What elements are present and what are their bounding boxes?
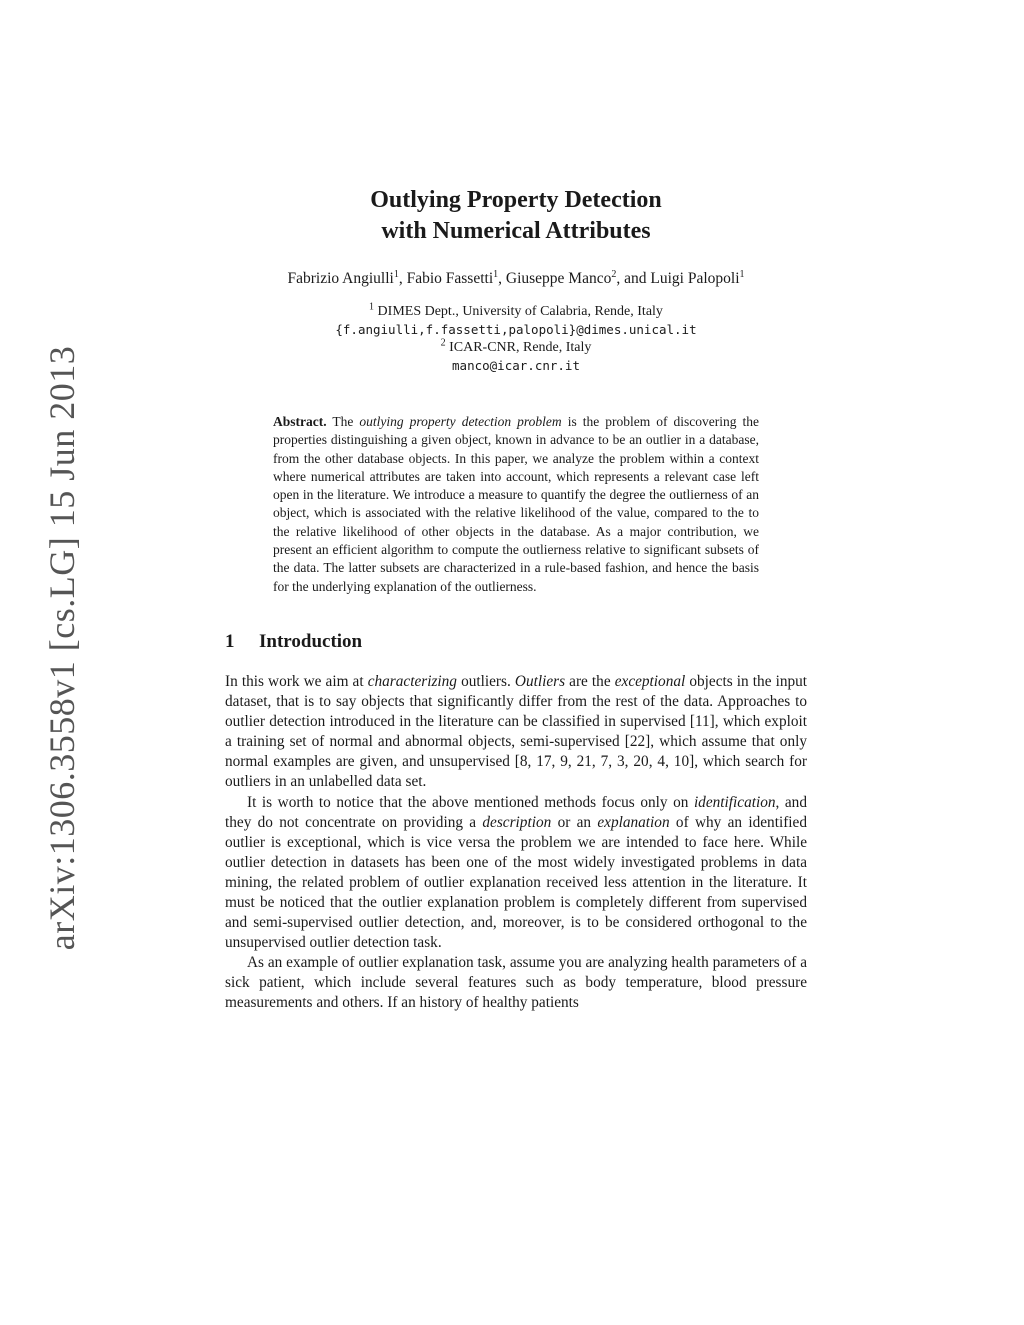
abstract-term: outlying property detection problem — [359, 414, 562, 429]
author-name: Fabrizio Angiulli — [287, 270, 394, 287]
affiliation-1-email: {f.angiulli,f.fassetti,palopoli}@dimes.unical.it — [335, 322, 697, 337]
section-heading — [225, 630, 807, 654]
affiliation-1 — [225, 303, 807, 321]
affiliation-2 — [225, 339, 807, 357]
paper-page — [225, 185, 807, 1014]
intro-paragraph-3: As an example of outlier explanation task, assume you are analyzing health parameters of a sick patient, which include several features such as body temperature, blood pressure measurements and others. If an history of healthy patients — [225, 954, 807, 1012]
affiliation-mark: 1 — [369, 301, 375, 313]
abstract-label: Abstract. — [273, 414, 327, 429]
title-line-1: Outlying Property Detection — [370, 187, 662, 213]
author-separator: , — [398, 270, 407, 287]
author-list — [225, 269, 807, 289]
section-title: Introduction — [259, 630, 363, 652]
section-number: 1 — [225, 630, 235, 652]
paper-title — [225, 185, 807, 247]
author-name: Luigi Palopoli — [650, 270, 740, 287]
author-name: Fabio Fassetti — [406, 270, 494, 287]
intro-paragraph-2: It is worth to notice that the above mentioned methods focus only on identification, and they do not concentrate on providing a description or an explanation of why an identified outlier is exceptional, which is vice versa the problem we are intended to face here. While outlier detection in datasets has been one of the most widely investigated problems in data mining, the related problem of outlier explanation received less attention in the literature. It must be noticed that the outlier explanation problem is completely different from supervised and semi-supervised outlier detection, and, moreover, is to be considered orthogonal to the unsupervised outlier detection task. — [225, 793, 807, 952]
arxiv-identifier-stamp: arXiv:1306.3558v1 [cs.LG] 15 Jun 2013 — [42, 345, 82, 951]
author-affil-mark: 2 — [611, 268, 617, 280]
author-affil-mark: 1 — [493, 268, 499, 280]
author-name: Giuseppe Manco — [505, 270, 612, 287]
intro-paragraph-1: In this work we aim at characterizing outliers. Outliers are the exceptional objects in the input dataset, that is to say objects that significantly differ from the rest of the data. Approaches to outlier detection introduced in the literature can be classified in supervised [11], which exploit a training set of normal and abnormal objects, semi-supervised [22], which assume that only normal examples are given, and unsupervised [8, 17, 9, 21, 7, 3, 20, 4, 10], which search for outliers in an unlabelled data set. — [225, 672, 808, 791]
author-separator: , and — [616, 270, 651, 287]
author-affil-mark: 1 — [739, 268, 745, 280]
author-affil-mark: 1 — [393, 268, 399, 280]
abstract-text: The — [332, 414, 354, 429]
title-line-2: with Numerical Attributes — [381, 218, 651, 244]
abstract — [273, 413, 759, 596]
affiliations — [225, 303, 807, 375]
affiliation-mark: 2 — [440, 337, 446, 349]
affiliation-text: ICAR-CNR, Rende, Italy — [449, 340, 592, 355]
author-separator: , — [498, 270, 506, 287]
affiliation-2-email: manco@icar.cnr.it — [452, 358, 580, 373]
affiliation-text: DIMES Dept., University of Calabria, Rende, Italy — [377, 304, 663, 319]
abstract-text: is the problem of discovering the properties distinguishing a given object, known in advance to be an outlier in a database, from the other database objects. In this paper, we analyze the problem within a context where numerical attributes are taken into account, which represents a relevant case left open in the literature. We introduce a measure to quantify the degree the outlierness of an object, which is associated with the relative likelihood of the value, compared to the to the relative likelihood of other objects in the database. As a major contribution, we present an efficient algorithm to compute the outlierness relative to significant subsets of the data. The latter subsets are characterized in a rule-based fashion, and hence the basis for the underlying explanation of the outlierness. — [273, 414, 759, 594]
